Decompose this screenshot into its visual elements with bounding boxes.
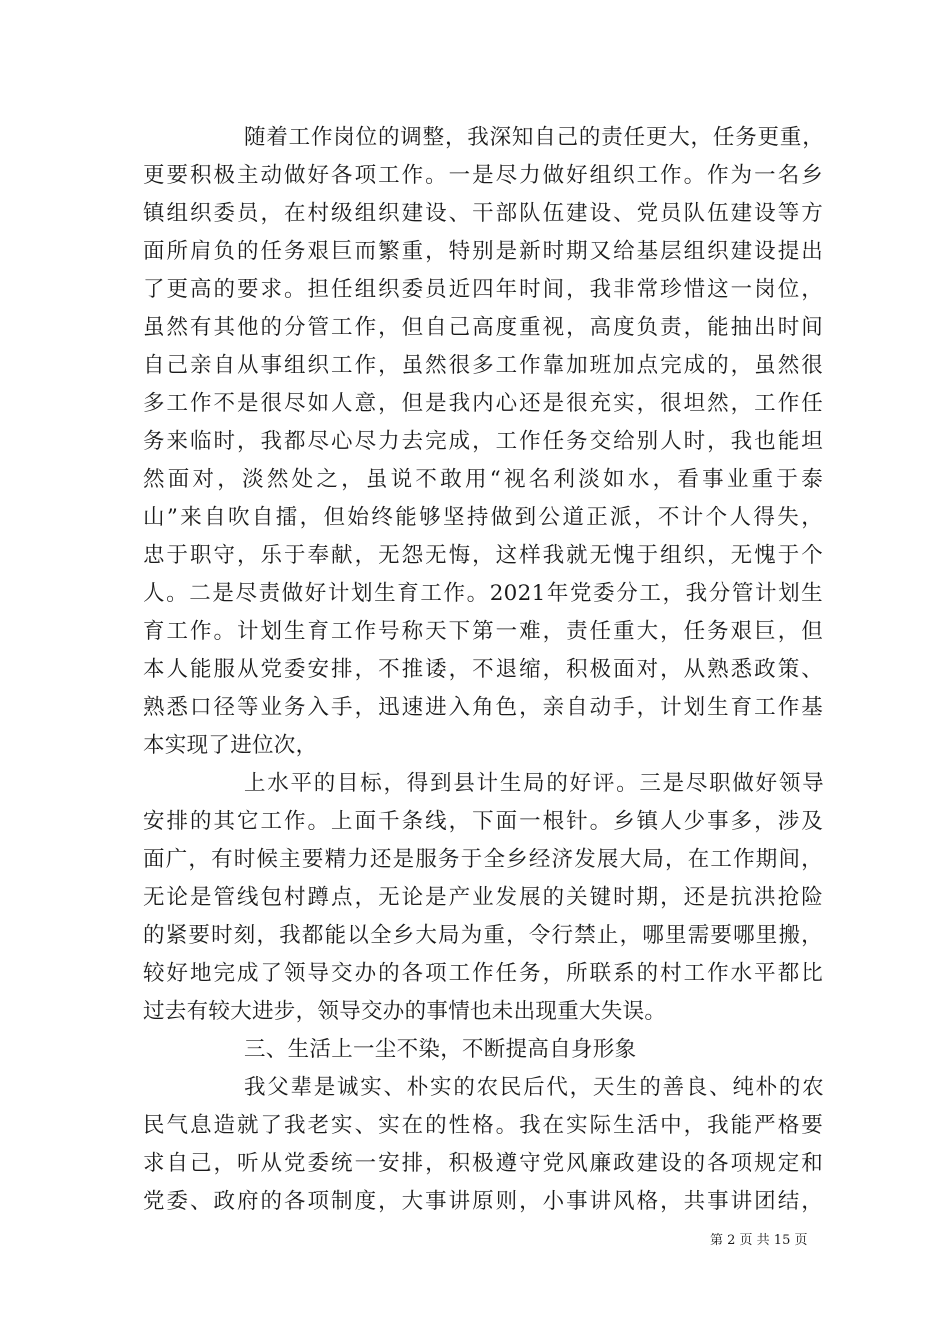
paragraph-line: 随着工作岗位的调整，我深知自己的责任更大，任务更重， [244, 125, 824, 150]
paragraph-line: 育工作。计划生育工作号称天下第一难，责任重大，任务艰巨，但 [143, 619, 823, 644]
paragraph-line: 面广，有时候主要精力还是服务于全乡经济发展大局，在工作期间， [143, 847, 823, 872]
paragraph-line: 本人能服从党委安排，不推诿，不退缩，积极面对，从熟悉政策、 [143, 657, 823, 682]
paragraph-line: 本实现了进位次， [143, 733, 318, 758]
paragraph-line: 民气息造就了我老实、实在的性格。我在实际生活中，我能严格要 [143, 1113, 823, 1138]
paragraph-line: 较好地完成了领导交办的各项工作任务，所联系的村工作水平都比 [143, 961, 823, 986]
paragraph-line: 熟悉口径等业务入手，迅速进入角色，亲自动手，计划生育工作基 [143, 695, 823, 720]
paragraph-line: 自己亲自从事组织工作，虽然很多工作靠加班加点完成的，虽然很 [143, 353, 823, 378]
paragraph-line: 了更高的要求。担任组织委员近四年时间，我非常珍惜这一岗位， [143, 277, 823, 302]
paragraph-line: 我父辈是诚实、朴实的农民后代，天生的善良、纯朴的农 [244, 1075, 824, 1100]
paragraph-line: 上水平的目标，得到县计生局的好评。三是尽职做好领导 [244, 771, 824, 796]
section-heading: 三、生活上一尘不染，不断提高自身形象 [244, 1037, 637, 1062]
paragraph-line: 多工作不是很尽如人意，但是我内心还是很充实，很坦然，工作任 [143, 391, 823, 416]
paragraph-line: 山”来自吹自擂，但始终能够坚持做到公道正派，不计个人得失， [143, 505, 823, 530]
paragraph-line: 安排的其它工作。上面千条线，下面一根针。乡镇人少事多，涉及 [143, 809, 823, 834]
paragraph-line: 然面对，淡然处之，虽说不敢用“视名利淡如水，看事业重于泰 [143, 467, 823, 492]
paragraph-line: 无论是管线包村蹲点，无论是产业发展的关键时期，还是抗洪抢险 [143, 885, 823, 910]
paragraph-line: 求自己，听从党委统一安排，积极遵守党风廉政建设的各项规定和 [143, 1151, 823, 1176]
paragraph-line: 面所肩负的任务艰巨而繁重，特别是新时期又给基层组织建设提出 [143, 239, 823, 264]
paragraph-line: 忠于职守，乐于奉献，无怨无悔，这样我就无愧于组织，无愧于个 [143, 543, 823, 568]
paragraph-line: 人。二是尽责做好计划生育工作。2021年党委分工，我分管计划生 [143, 581, 823, 606]
paragraph-line: 的紧要时刻，我都能以全乡大局为重，令行禁止，哪里需要哪里搬， [143, 923, 823, 948]
paragraph-line: 党委、政府的各项制度，大事讲原则，小事讲风格，共事讲团结， [143, 1189, 823, 1214]
page-number-footer: 第 2 页 共 15 页 [710, 1233, 808, 1248]
paragraph-line: 镇组织委员，在村级组织建设、干部队伍建设、党员队伍建设等方 [143, 201, 823, 226]
paragraph-line: 更要积极主动做好各项工作。一是尽力做好组织工作。作为一名乡 [143, 163, 823, 188]
paragraph-line: 过去有较大进步，领导交办的事情也未出现重大失误。 [143, 999, 667, 1024]
paragraph-line: 虽然有其他的分管工作，但自己高度重视，高度负责，能抽出时间 [143, 315, 823, 340]
paragraph-line: 务来临时，我都尽心尽力去完成，工作任务交给别人时，我也能坦 [143, 429, 823, 454]
